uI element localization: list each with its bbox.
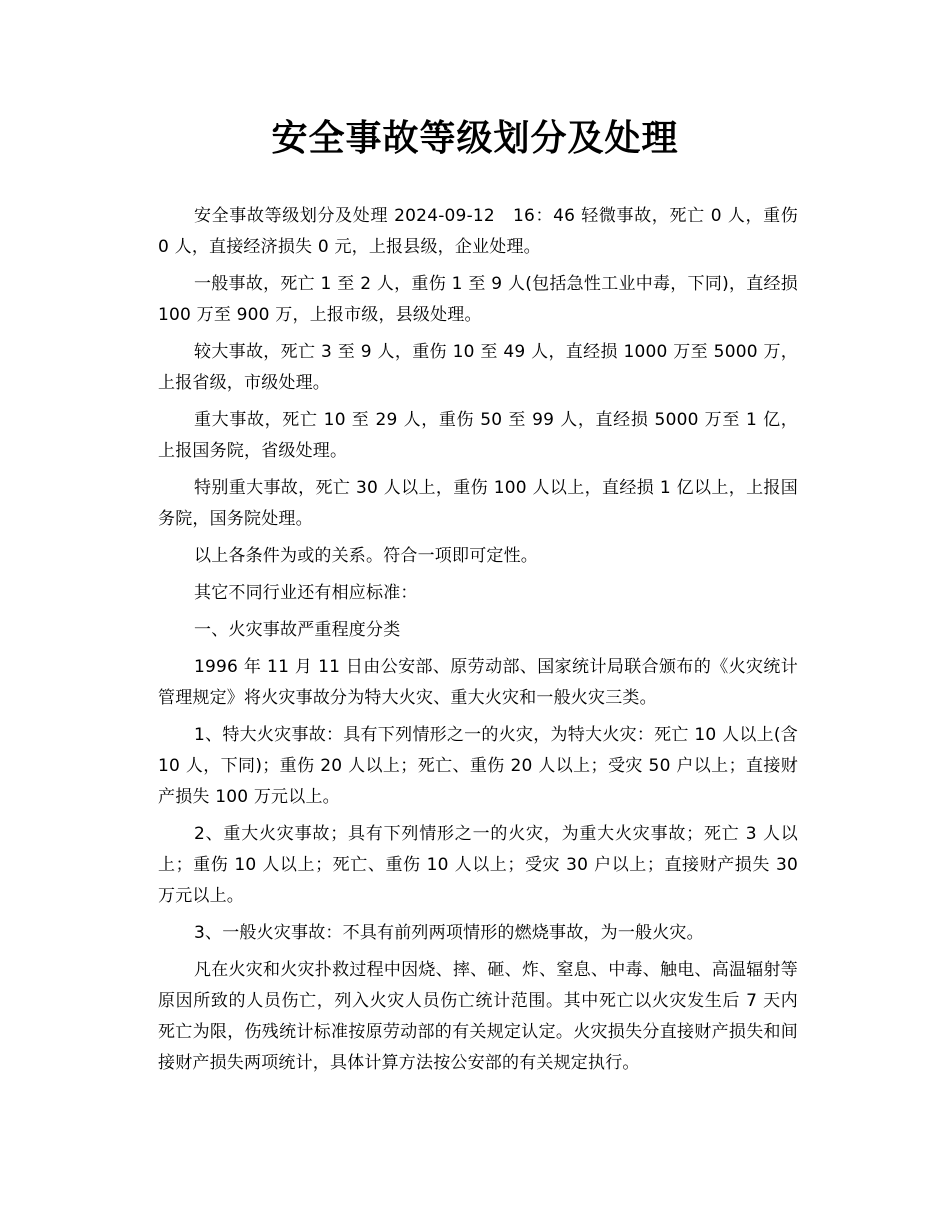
paragraph-general-fire: 3、一般火灾事故：不具有前列两项情形的燃烧事故，为一般火灾。 xyxy=(194,923,704,943)
section-heading-fire: 一、火灾事故严重程度分类 xyxy=(194,620,401,640)
paragraph-or-relation: 以上各条件为或的关系。符合一项即可定性。 xyxy=(194,546,538,566)
paragraph-general-accident: 一般事故，死亡 1 至 2 人，重伤 1 至 9 人(包括急性工业中毒，下同)，直经损 100 万至 900 万，上报市级，县级处理。 xyxy=(158,274,798,325)
paragraph-extra-major-fire: 1、特大火灾事故：具有下列情形之一的火灾，为特大火灾：死亡 10 人以上(含 10 人，下同)；重伤 20 人以上；死亡、重伤 20 人以上；受灾 50 户以上；直接财产损失 100 万元以上。 xyxy=(158,725,798,807)
paragraph-larger-accident: 较大事故，死亡 3 至 9 人，重伤 10 至 49 人，直经损 1000 万至 5000 万，上报省级，市级处理。 xyxy=(158,342,798,393)
paragraph-major-accident: 重大事故，死亡 10 至 29 人，重伤 50 至 99 人，直经损 5000 万至 1 亿，上报国务院，省级处理。 xyxy=(158,410,798,461)
paragraph-fire-casualty-statistics: 凡在火灾和火灾扑救过程中因烧、摔、砸、炸、窒息、中毒、触电、高温辐射等原因所致的人员伤亡，列入火灾人员伤亡统计范围。其中死亡以火灾发生后 7 天内死亡为限，伤残统计标准按原劳动部的有关规定认定。火灾损失分直接财产损失和间接财产损失两项统计，具体计算方法按公安部的有关规定执行。 xyxy=(158,960,798,1073)
paragraph-major-fire: 2、重大火灾事故；具有下列情形之一的火灾，为重大火灾事故；死亡 3 人以上；重伤 10 人以上；死亡、重伤 10 人以上；受灾 30 户以上；直接财产损失 30 万元以上。 xyxy=(158,824,798,906)
paragraph-accident-intro: 安全事故等级划分及处理 2024-09-12 16：46 轻微事故，死亡 0 人，重伤 0 人，直接经济损失 0 元，上报县级，企业处理。 xyxy=(158,206,798,257)
paragraph-fire-regulation: 1996 年 11 月 11 日由公安部、原劳动部、国家统计局联合颁布的《火灾统计管理规定》将火灾事故分为特大火灾、重大火灾和一般火灾三类。 xyxy=(158,657,798,708)
paragraph-extra-major-accident: 特别重大事故，死亡 30 人以上，重伤 100 人以上，直经损 1 亿以上，上报国务院，国务院处理。 xyxy=(158,478,798,529)
document-body xyxy=(158,201,798,1085)
document-title: 安全事故等级划分及处理 xyxy=(271,117,679,159)
paragraph-other-industries: 其它不同行业还有相应标准： xyxy=(194,583,418,603)
